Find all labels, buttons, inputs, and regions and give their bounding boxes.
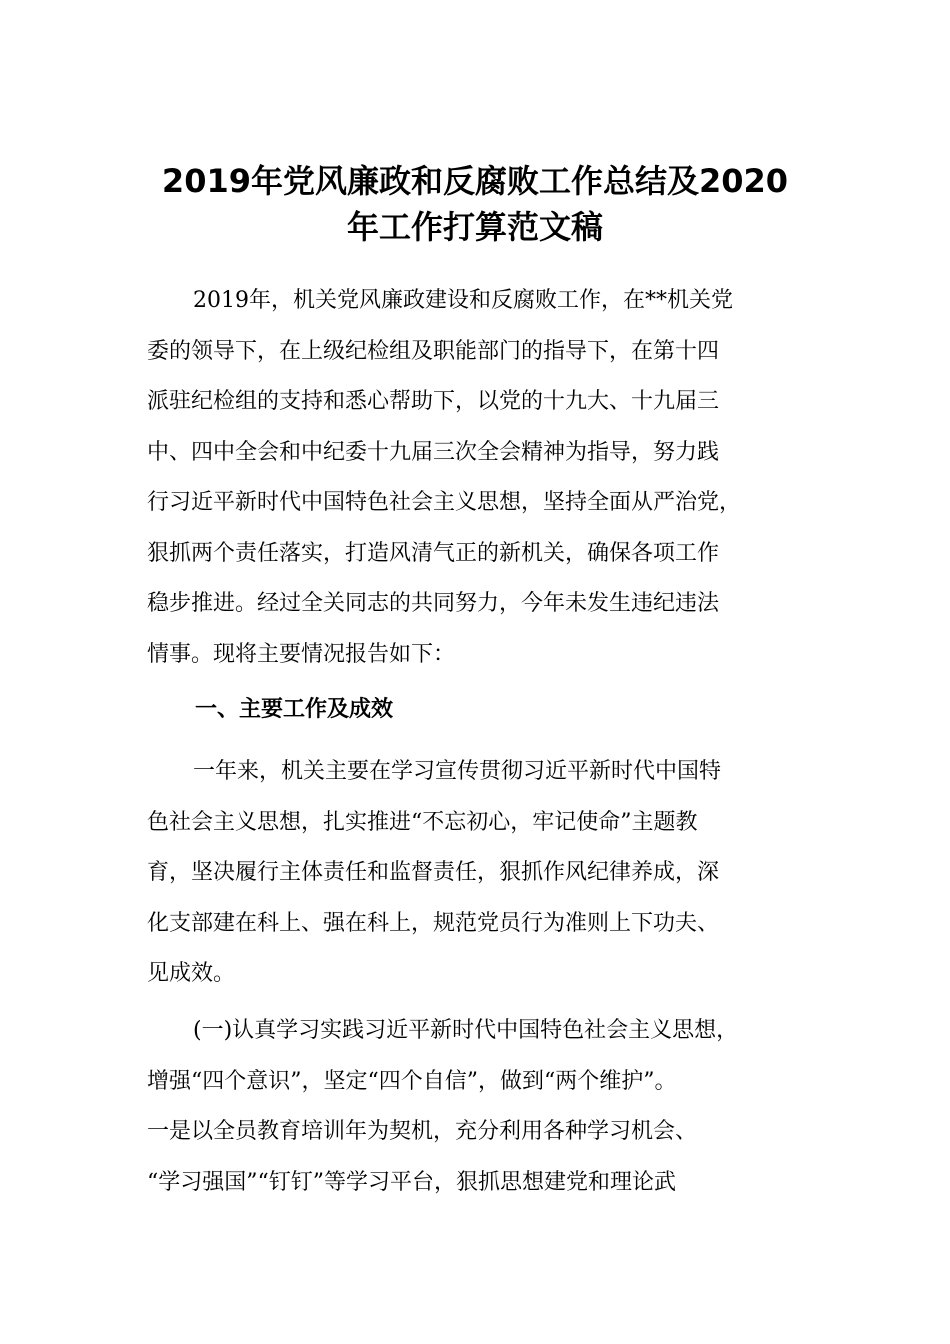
title-line-1: 2019年党风廉政和反腐败工作总结及2020 (161, 162, 789, 200)
paragraph-line: “学习强国”“钉钉”等学习平台，狠抓思想建党和理论武 (147, 1169, 676, 1195)
paragraph-line: 情事。现将主要情况报告如下： (147, 641, 456, 667)
paragraph-line: 稳步推进。经过全关同志的共同努力，今年未发生违纪违法 (147, 591, 720, 616)
paragraph-line: 一是以全员教育培训年为契机，充分利用各种学习机会、 (147, 1119, 698, 1144)
paragraph-line: 见成效。 (147, 961, 236, 986)
paragraph-line: 狠抓两个责任落实，打造风清气正的新机关，确保各项工作 (147, 540, 720, 566)
paragraph-line: 色社会主义思想，扎实推进“不忘初心，牢记使命”主题教 (147, 809, 698, 835)
paragraph-line: (一)认真学习实践习近平新时代中国特色社会主义思想， (193, 1018, 739, 1043)
title-line-2: 年工作打算范文稿 (346, 208, 603, 246)
document-title (120, 158, 830, 250)
paragraph-line: 2019年，机关党风廉政建设和反腐败工作，在**机关党 (193, 288, 733, 313)
section-heading: 一、主要工作及成效 (195, 697, 394, 722)
paragraph-subsection-1 (147, 1006, 807, 1208)
paragraph-line: 委的领导下，在上级纪检组及职能部门的指导下，在第十四 (147, 338, 720, 364)
paragraph-line: 化支部建在科上、强在科上，规范党员行为准则上下功夫、 (147, 910, 720, 936)
paragraph-line: 增强“四个意识”，坚定“四个自信”，做到“两个维护”。 (147, 1068, 677, 1094)
paragraph-line: 中、四中全会和中纪委十九届三次全会精神为指导，努力践 (147, 439, 720, 465)
paragraph-line: 一年来，机关主要在学习宣传贯彻习近平新时代中国特 (193, 759, 722, 784)
paragraph-overview (147, 747, 807, 1000)
paragraph-line: 派驻纪检组的支持和悉心帮助下，以党的十九大、十九届三 (147, 389, 720, 414)
paragraph-line: 行习近平新时代中国特色社会主义思想，坚持全面从严治党， (147, 490, 742, 515)
paragraph-line: 育，坚决履行主体责任和监督责任，狠抓作风纪律养成，深 (147, 860, 720, 885)
paragraph-intro (147, 276, 807, 680)
